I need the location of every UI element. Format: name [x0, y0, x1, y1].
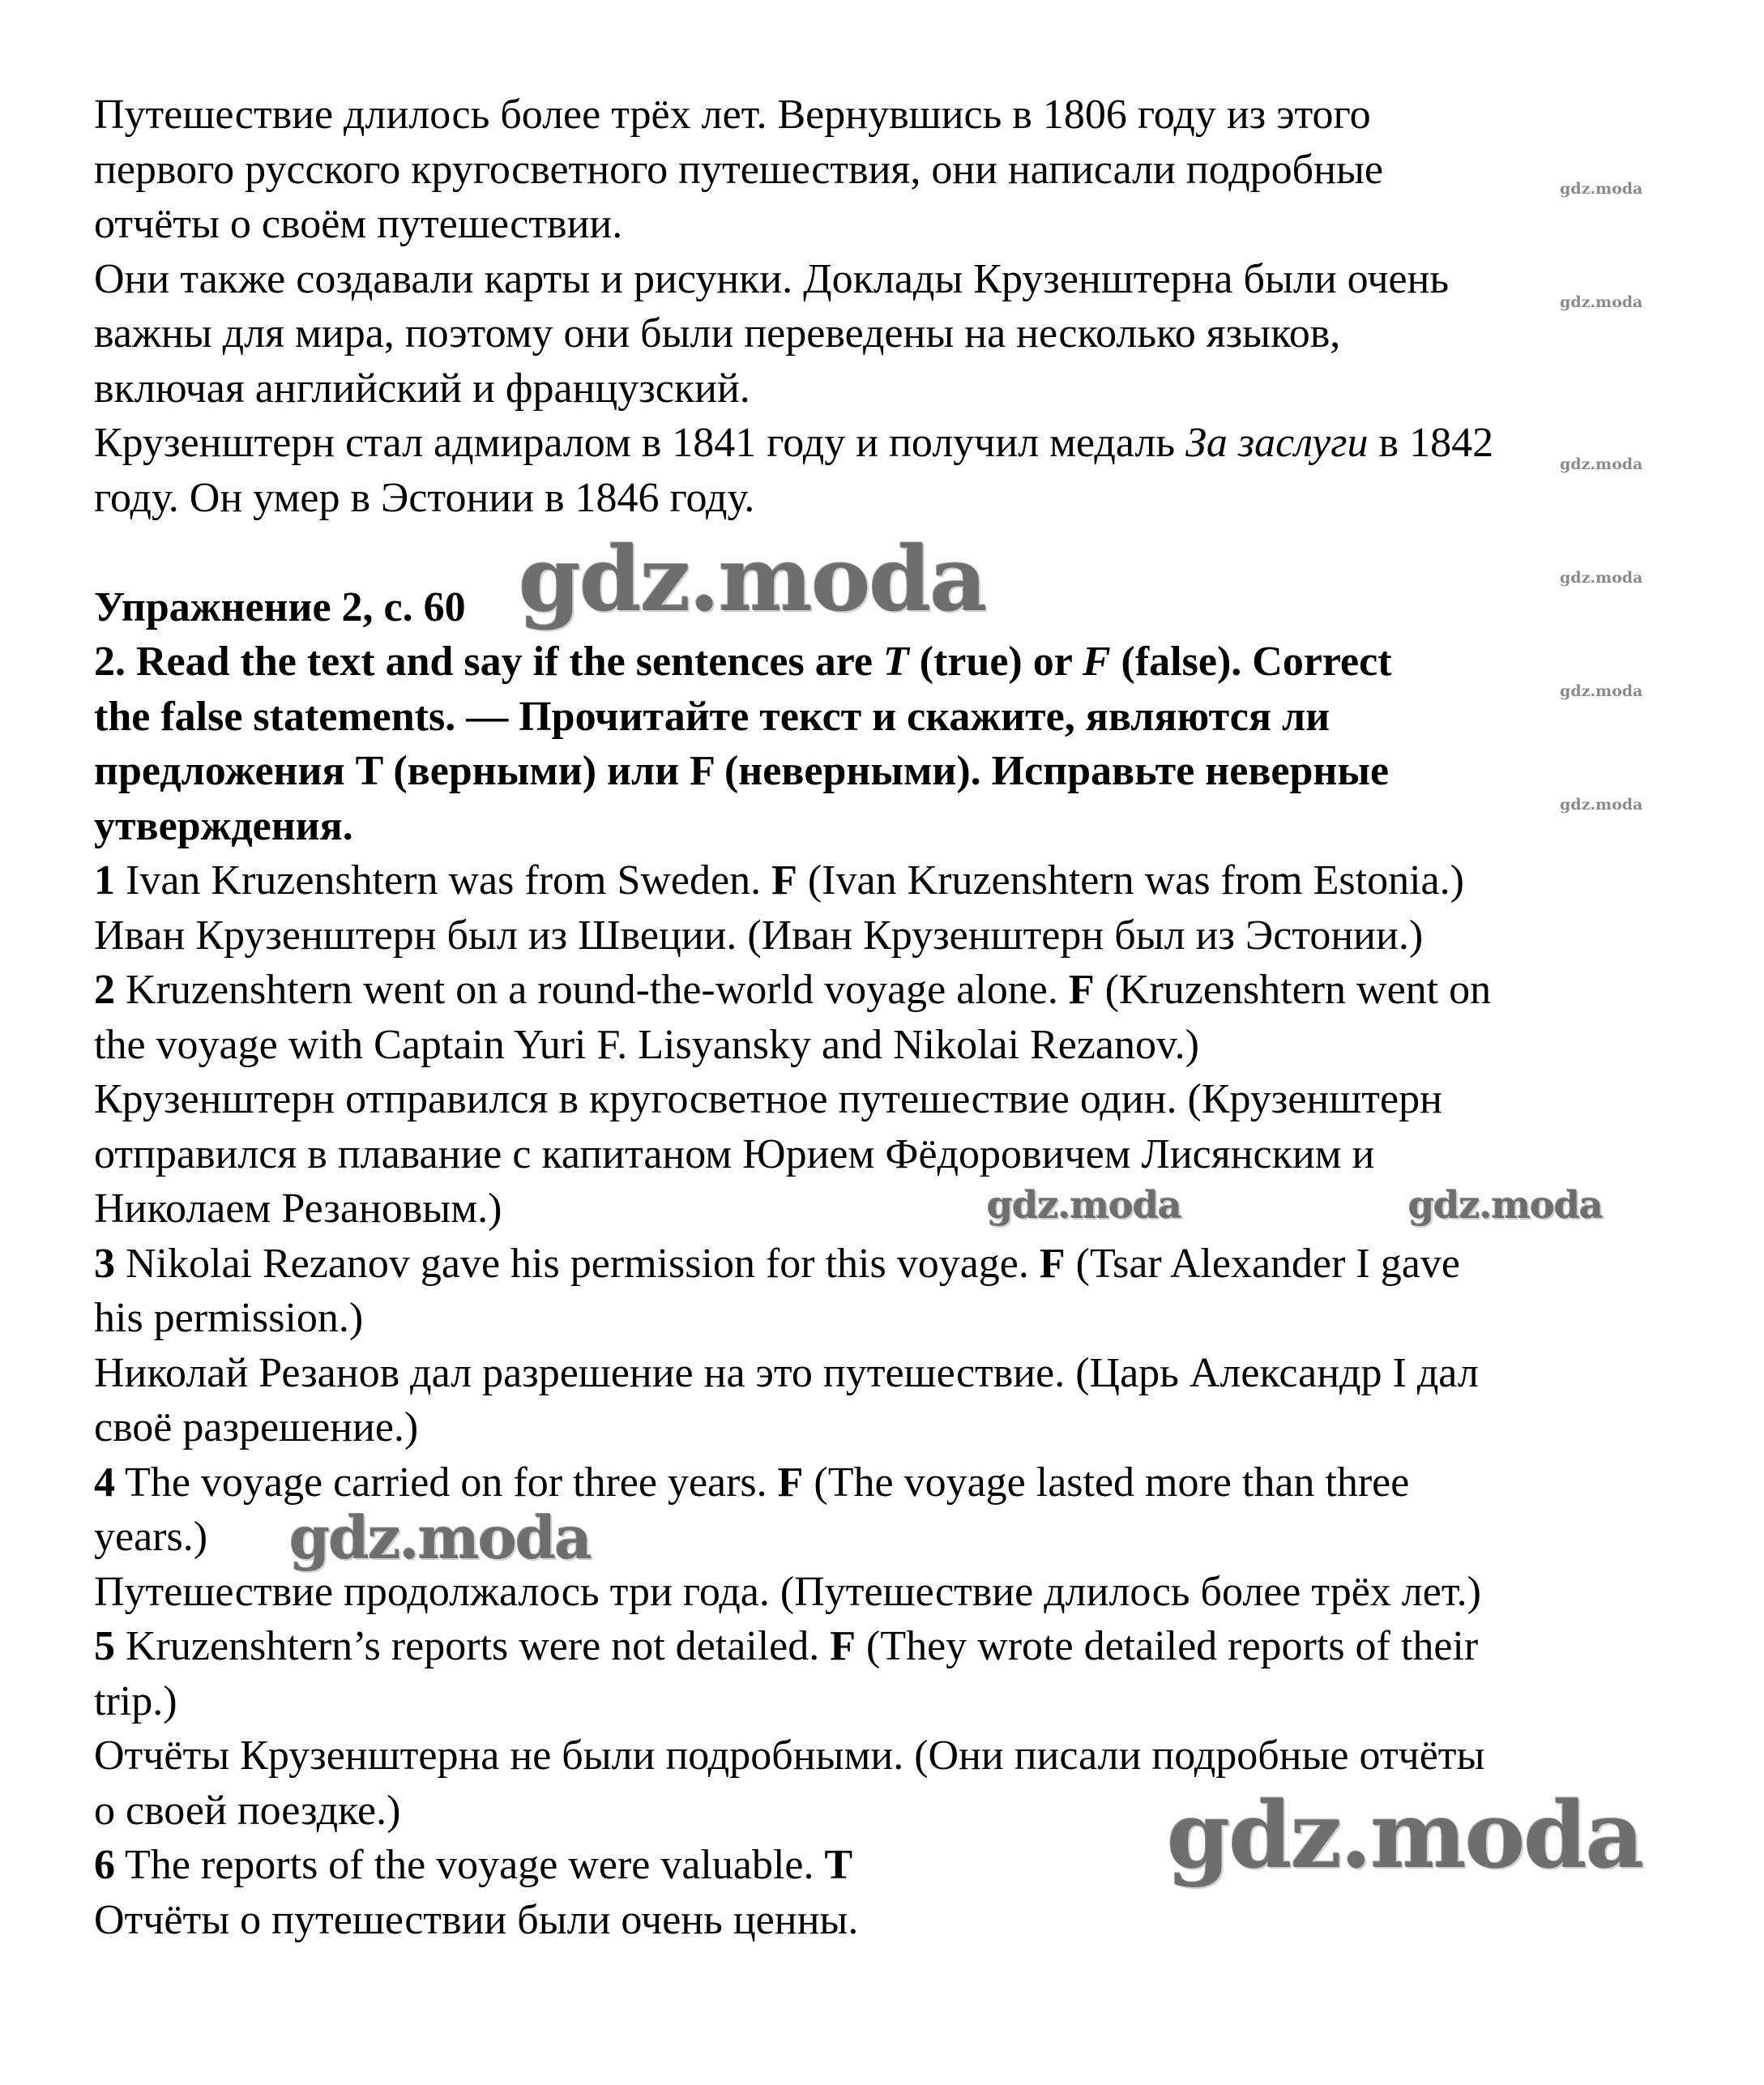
answer-mark: F — [771, 857, 797, 904]
item-russian: Отчёты о путешествии были очень ценны. — [94, 1897, 859, 1943]
false-marker: F — [1082, 639, 1111, 685]
text-segment: The voyage carried on for three years. — [115, 1459, 778, 1506]
text-segment: Ivan Kruzenshtern was from Sweden. — [115, 857, 772, 904]
item-english: the voyage with Captain Yuri F. Lisyansky and Nikolai Rezanov.) — [94, 1022, 1199, 1068]
text-segment: Крузенштерн стал адмиралом в 1841 году и получил медаль — [94, 420, 1186, 466]
item-russian: Крузенштерн отправился в кругосветное путешествие один. (Крузенштерн — [94, 1076, 1442, 1122]
watermark-medium: gdz.moda — [987, 1183, 1181, 1227]
text-segment: (Tsar Alexander I gave — [1065, 1241, 1460, 1287]
watermark-medium: gdz.moda — [1408, 1183, 1603, 1227]
watermark-small: gdz.moda — [1560, 180, 1643, 198]
item-russian: Иван Крузенштерн был из Швеции. (Иван Крузенштерн был из Эстонии.) — [94, 912, 1424, 959]
answer-mark: F — [1039, 1241, 1066, 1287]
item-russian: Николаем Резановым.) — [94, 1186, 502, 1232]
text-segment: (true) or — [908, 639, 1083, 685]
text-segment: в 1842 — [1368, 420, 1494, 466]
item-number: 3 — [94, 1241, 115, 1287]
text-segment: (false). Correct — [1110, 639, 1392, 685]
paragraph-line: Путешествие длилось более трёх лет. Вернувшись в 1806 году из этого — [94, 92, 1371, 138]
text-segment: Nikolai Rezanov gave his permission for this voyage. — [115, 1241, 1040, 1287]
watermark-large: gdz.moda — [1167, 1783, 1643, 1889]
answer-mark: F — [777, 1459, 804, 1506]
item-number: 6 — [94, 1842, 115, 1888]
item-english — [94, 1841, 852, 1890]
paragraph-line: Они также создавали карты и рисунки. Доклады Крузенштерна были очень — [94, 256, 1450, 302]
answer-mark: F — [1068, 967, 1095, 1013]
item-russian: Отчёты Крузенштерна не были подробными. (Они писали подробные отчёты — [94, 1733, 1485, 1779]
task-line: предложения T (верными) или F (неверными). Исправьте неверные — [94, 748, 1390, 794]
item-number: 4 — [94, 1459, 115, 1506]
item-english — [94, 1459, 1409, 1507]
text-segment: (The voyage lasted more than three — [803, 1459, 1410, 1506]
watermark-small: gdz.moda — [1560, 293, 1643, 311]
watermark-small: gdz.moda — [1560, 569, 1643, 587]
item-russian: своё разрешение.) — [94, 1404, 419, 1451]
item-russian: о своей поездке.) — [94, 1788, 401, 1834]
paragraph-line — [94, 419, 1493, 468]
medal-name: За заслуги — [1185, 420, 1369, 466]
paragraph-line: включая английский и французский. — [94, 365, 750, 412]
item-russian: Николай Резанов дал разрешение на это путешествие. (Царь Александр I дал — [94, 1350, 1479, 1396]
watermark-large: gdz.moda — [519, 527, 986, 631]
true-marker: T — [882, 639, 909, 685]
item-english: trip.) — [94, 1678, 177, 1724]
answer-mark: T — [824, 1842, 853, 1888]
watermark-small: gdz.moda — [1560, 682, 1643, 700]
item-english: his permission.) — [94, 1295, 364, 1341]
item-russian: отправился в плавание с капитаном Юрием Фёдоровичем Лисянским и — [94, 1131, 1375, 1177]
text-segment: The reports of the voyage were valuable. — [115, 1842, 825, 1888]
text-segment: 2. Read the text and say if the sentences are — [94, 639, 883, 685]
text-segment: (Ivan Kruzenshtern was from Estonia.) — [797, 857, 1464, 904]
item-number: 1 — [94, 857, 115, 904]
answer-mark: F — [830, 1623, 856, 1669]
task-line: the false statements. — Прочитайте текст и скажите, являются ли — [94, 694, 1330, 740]
watermark-medium: gdz.moda — [289, 1503, 591, 1572]
item-number: 5 — [94, 1623, 115, 1669]
text-segment: (They wrote detailed reports of their — [856, 1623, 1479, 1669]
item-english: years.) — [94, 1514, 208, 1560]
paragraph-line: первого русского кругосветного путешествия, они написали подробные — [94, 147, 1383, 193]
item-english — [94, 857, 1464, 905]
watermark-small: gdz.moda — [1560, 796, 1643, 814]
task-line: утверждения. — [94, 803, 353, 849]
item-russian: Путешествие продолжалось три года. (Путешествие длилось более трёх лет.) — [94, 1569, 1481, 1615]
exercise-heading: Упражнение 2, с. 60 — [94, 584, 466, 630]
paragraph-line: важны для мира, поэтому они были переведены на несколько языков, — [94, 310, 1341, 357]
task-line — [94, 638, 1392, 686]
text-segment: (Kruzenshtern went on — [1094, 967, 1492, 1013]
watermark-small: gdz.moda — [1560, 455, 1643, 473]
item-english — [94, 966, 1491, 1015]
paragraph-line: отчёты о своём путешествии. — [94, 201, 623, 247]
text-segment: Kruzenshtern’s reports were not detailed. — [115, 1623, 831, 1669]
item-english — [94, 1240, 1460, 1288]
item-english — [94, 1622, 1478, 1671]
text-segment: Kruzenshtern went on a round-the-world voyage alone. — [115, 967, 1069, 1013]
item-number: 2 — [94, 967, 115, 1013]
paragraph-line: году. Он умер в Эстонии в 1846 году. — [94, 475, 755, 521]
